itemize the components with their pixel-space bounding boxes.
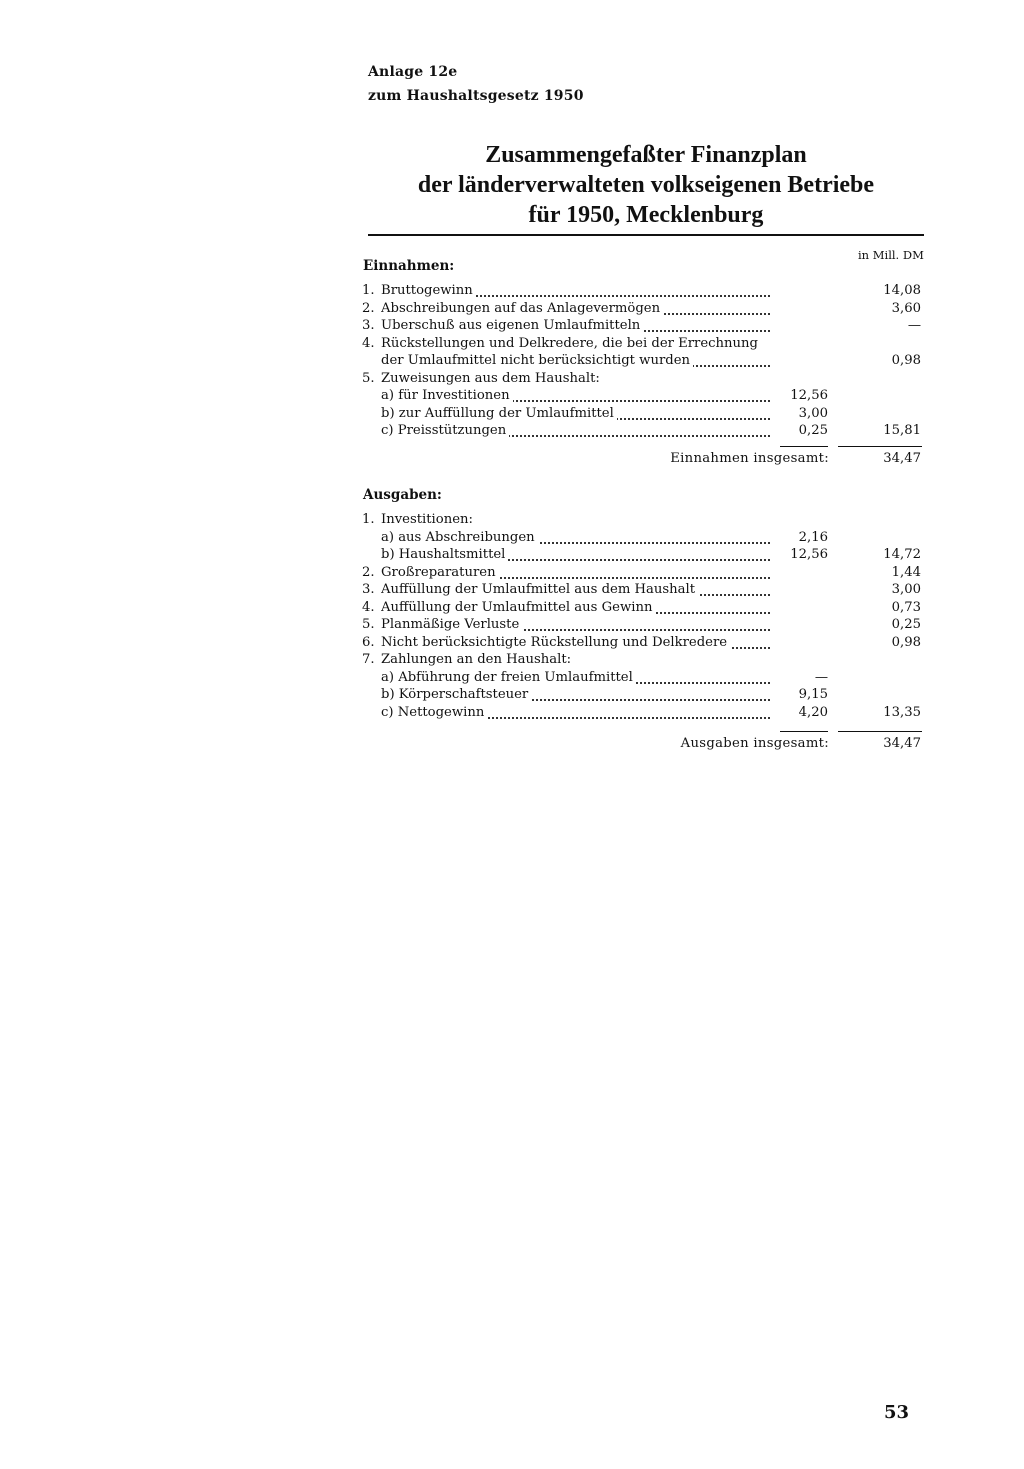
row-label [381, 336, 761, 351]
unit-label: in Mill. DM [858, 248, 924, 262]
subtotal-value: 0,25 [798, 423, 828, 438]
row-label [381, 423, 770, 438]
row-label [381, 283, 770, 298]
subtotal-value: 12,56 [790, 547, 828, 562]
row-label-text: Abschreibungen auf das Anlagevermögen [381, 301, 663, 316]
subtotal-value: 9,15 [798, 687, 828, 702]
row-label [381, 652, 574, 667]
row-label [381, 687, 770, 702]
row-label [381, 406, 770, 421]
row-label [381, 582, 770, 597]
total-value: 0,98 [891, 353, 921, 368]
subtotal-value: 12,56 [790, 388, 828, 403]
row-label [381, 353, 770, 368]
table-row [0, 388, 1024, 405]
row-number: 5. [362, 370, 375, 386]
row-number: 3. [362, 318, 375, 333]
einnahmen-c1-rule [780, 446, 828, 447]
row-label-text: a) aus Abschreibungen [381, 530, 538, 545]
row-label [381, 705, 770, 720]
row-label-text: Investitionen: [381, 512, 476, 527]
table-row [0, 318, 1024, 335]
table-row [0, 565, 1024, 582]
table-row [0, 301, 1024, 318]
row-label [381, 635, 770, 650]
total-value: 0,73 [891, 599, 921, 615]
row-label [381, 617, 770, 632]
table-row [0, 670, 1024, 687]
einnahmen-c2-rule [838, 446, 922, 447]
row-label [381, 565, 770, 580]
row-label-text: Auffüllung der Umlaufmittel aus dem Haushalt [381, 582, 698, 597]
row-number: 7. [362, 652, 375, 667]
einnahmen-total-row [0, 451, 1024, 469]
appendix-label: Anlage 12e [368, 64, 458, 80]
table-row [0, 652, 1024, 669]
row-label [381, 512, 476, 527]
row-number: 2. [362, 564, 375, 580]
row-label-text: Zahlungen an den Haushalt: [381, 652, 574, 667]
total-value: 3,60 [891, 300, 921, 316]
row-label [381, 600, 770, 615]
row-label-text: c) Preisstützungen [381, 423, 509, 438]
ausgaben-total-value: 34,47 [883, 736, 921, 751]
subtotal-value: 3,00 [798, 405, 828, 421]
table-row [0, 635, 1024, 652]
einnahmen-total-label: Einnahmen insgesamt: [670, 451, 829, 466]
row-label-text: Überschuß aus eigenen Umlaufmitteln [381, 318, 643, 333]
total-value: 1,44 [891, 564, 921, 580]
table-row [0, 617, 1024, 634]
title-rule [368, 234, 924, 236]
table-row [0, 423, 1024, 440]
row-label-text: b) Haushaltsmittel [381, 547, 508, 562]
law-reference: zum Haushaltsgesetz 1950 [368, 88, 584, 104]
row-label-text: Großreparaturen [381, 565, 499, 580]
ausgaben-c2-rule [838, 731, 922, 732]
title-line-3: für 1950, Mecklenburg [528, 202, 764, 228]
row-label-text: c) Nettogewinn [381, 705, 487, 720]
row-label [381, 530, 770, 545]
table-row [0, 336, 1024, 353]
row-number: 1. [362, 512, 375, 527]
ausgaben-total-label: Ausgaben insgesamt: [680, 736, 829, 751]
row-label-text: Auffüllung der Umlaufmittel aus Gewinn [381, 600, 655, 615]
subtotal-value: — [814, 669, 828, 685]
total-value: 0,25 [891, 617, 921, 632]
table-row [0, 530, 1024, 547]
page-number: 53 [884, 1402, 910, 1423]
subtotal-value: 2,16 [798, 529, 828, 545]
row-number: 3. [362, 582, 375, 597]
table-row [0, 687, 1024, 704]
row-number: 4. [362, 335, 375, 351]
table-row [0, 600, 1024, 617]
ausgaben-total-row [0, 736, 1024, 754]
row-label [381, 547, 770, 562]
row-label [381, 318, 770, 333]
total-value: 13,35 [883, 704, 921, 720]
table-row [0, 283, 1024, 300]
total-value: 14,08 [883, 283, 921, 298]
einnahmen-heading: Einnahmen: [363, 258, 455, 274]
total-value: 14,72 [883, 547, 921, 562]
total-value: 3,00 [891, 582, 921, 597]
row-number: 4. [362, 599, 375, 615]
row-label-text: a) Abführung der freien Umlaufmittel [381, 670, 636, 685]
row-label-text: b) zur Auffüllung der Umlaufmittel [381, 406, 617, 421]
table-row [0, 582, 1024, 599]
total-value: 15,81 [883, 423, 921, 438]
row-label-text: Nicht berücksichtigte Rückstellung und Delkredere [381, 635, 730, 650]
row-label [381, 670, 770, 685]
row-label-text: Rückstellungen und Delkredere, die bei der Errechnung [381, 336, 761, 351]
ausgaben-c1-rule [780, 731, 828, 732]
document-title [360, 140, 932, 230]
row-label-text: Zuweisungen aus dem Haushalt: [381, 371, 603, 386]
title-line-1: Zusammengefaßter Finanzplan [485, 142, 807, 168]
total-value: 0,98 [891, 634, 921, 650]
row-label-text: a) für Investitionen [381, 388, 513, 403]
row-number: 1. [362, 283, 375, 298]
table-row [0, 406, 1024, 423]
row-label-text: Bruttogewinn [381, 283, 476, 298]
row-label-text: Planmäßige Verluste [381, 617, 522, 632]
row-label-text: der Umlaufmittel nicht berücksichtigt wurden [381, 353, 693, 368]
subtotal-value: 4,20 [798, 704, 828, 720]
table-row [0, 512, 1024, 529]
table-row [0, 705, 1024, 722]
row-number: 5. [362, 617, 375, 632]
row-label [381, 371, 603, 386]
table-row [0, 371, 1024, 388]
row-number: 2. [362, 300, 375, 316]
row-label [381, 301, 770, 316]
einnahmen-total-value: 34,47 [883, 451, 921, 466]
table-row [0, 547, 1024, 564]
table-row [0, 353, 1024, 370]
row-label-text: b) Körperschaftsteuer [381, 687, 531, 702]
total-value: — [907, 318, 921, 333]
title-line-2: der länderverwalteten volkseigenen Betriebe [417, 172, 875, 198]
row-number: 6. [362, 634, 375, 650]
row-label [381, 388, 770, 403]
ausgaben-heading: Ausgaben: [363, 487, 442, 503]
